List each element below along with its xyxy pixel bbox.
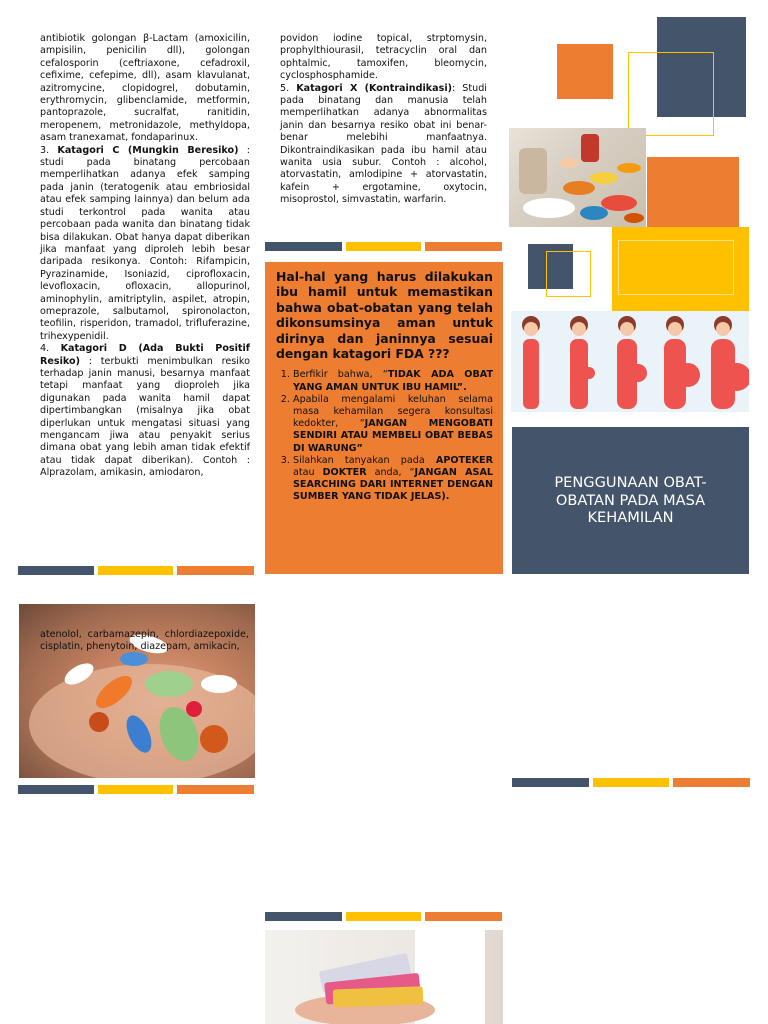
category-d-continued: povidon iodine topical, strptomysin, prophylthiourasil, tetracyclin oral dan ophtalmic, tamoxifen, bleomycin, cyclosphosphamide. bbox=[280, 33, 487, 82]
accent-bar-dark bbox=[18, 785, 94, 794]
accent-bar-yellow bbox=[346, 912, 421, 921]
category-d-number: 4. bbox=[40, 343, 50, 355]
accent-bar-yellow bbox=[346, 242, 421, 251]
pills-illustration bbox=[509, 128, 646, 227]
accent-bar-yellow bbox=[98, 785, 173, 794]
accent-bar-orange bbox=[177, 785, 254, 794]
category-x-heading: Katagori X (Kontraindikasi) bbox=[296, 82, 453, 94]
hand-with-blister-packs-photo bbox=[265, 930, 503, 1024]
drug-list-overlay: atenolol, carbamazepin, chlordiazepoxide, cisplatin, phenytoin, diazepam, amikacin, bbox=[40, 629, 249, 653]
deco-outline-yellow bbox=[628, 52, 714, 136]
accent-bars-col1-lower bbox=[18, 785, 254, 794]
accent-bars-col2-lower bbox=[265, 912, 502, 921]
list-item bbox=[293, 369, 493, 393]
deco-outline-yellow-tiny bbox=[546, 251, 591, 297]
accent-bar-dark bbox=[265, 242, 342, 251]
antibiotic-list: antibiotik golongan β-Lactam (amoxicilin, ampisilin, penicilin dll), golongan cefalosporin (ceftriaxone, cefadroxil, cefixime, cefepime, dll), asam klavulanat, azitromycine, clopidogrel, dobutamin, erythromycin, glibenclamide, metformin, pantoprazole, sucralfat, ranitidin, meropenem, metronidazole, methyldopa, asam tranexamat, fondaparinux. bbox=[40, 33, 250, 144]
category-d-text: : terbukti menimbulkan resiko terhadap janin manusi, besarnya manfaat tetapi manfaat yang dioproleh jika digunakan pada wanita hamil dapat dipertimbangkan (misalnya jika obat diperlukan untuk mengatasi situasi yang mengancam jiwa atau penyakit serius dimana obat yang lebih aman tidak efektif atau tidak dapat diberikan). Contoh : Alprazolam, amikasin, amiodaron, bbox=[40, 355, 250, 479]
pregnancy-stages-illustration bbox=[511, 311, 749, 412]
tip-emphasis: JANGAN MENGOBATI SENDIRI ATAU MEMBELI OBAT BEBAS DI WARUNG” bbox=[293, 418, 493, 454]
category-x-number: 5. bbox=[280, 82, 290, 94]
deco-outline-yellow-small bbox=[618, 240, 734, 295]
list-item bbox=[293, 394, 493, 455]
category-c-paragraph bbox=[40, 145, 250, 344]
tip-text: atau bbox=[293, 467, 323, 479]
tip-emphasis: DOKTER bbox=[322, 467, 367, 479]
safety-tips-heading: Hal-hal yang harus dilakukan ibu hamil untuk memastikan bahwa obat-obatan yang telah dikonsumsinya aman untuk dirinya dan janinnya sesuai dengan katagori FDA ??? bbox=[276, 269, 493, 362]
accent-bars-col3 bbox=[512, 778, 750, 787]
accent-bar-dark bbox=[18, 566, 94, 575]
accent-bars-col1 bbox=[18, 566, 254, 575]
category-c-heading: Katagori C (Mungkin Beresiko) bbox=[57, 144, 239, 156]
accent-bars-col2 bbox=[265, 242, 502, 251]
brochure-title: PENGGUNAAN OBAT-OBATAN PADA MASA KEHAMILAN bbox=[554, 474, 707, 527]
accent-bar-orange bbox=[177, 566, 254, 575]
accent-bar-yellow bbox=[98, 566, 173, 575]
tip-text: Apabila mengalami keluhan selama masa kehamilan segera konsultasi kedokter, “ bbox=[293, 393, 493, 430]
accent-bar-dark bbox=[512, 778, 589, 787]
accent-bar-dark bbox=[265, 912, 342, 921]
accent-bar-orange bbox=[673, 778, 750, 787]
accent-bar-orange bbox=[425, 912, 502, 921]
colorful-pills-photo bbox=[509, 128, 646, 227]
category-d-heading: Katagori D (Ada Bukti Positif Resiko) bbox=[40, 343, 250, 367]
column-2-text bbox=[280, 33, 487, 207]
brochure-title-box bbox=[512, 427, 749, 574]
tip-emphasis: TIDAK ADA OBAT YANG AMAN UNTUK IBU HAMIL”. bbox=[293, 369, 493, 393]
tip-text: anda, “ bbox=[366, 467, 415, 479]
category-c-number: 3. bbox=[40, 144, 50, 156]
tip-emphasis: JANGAN ASAL SEARCHING DARI INTERNET DENGAN SUMBER YANG TIDAK JELAS). bbox=[293, 467, 493, 503]
pregnancy-figures bbox=[511, 311, 749, 412]
accent-bar-yellow bbox=[593, 778, 669, 787]
accent-bar-orange bbox=[425, 242, 502, 251]
blister-illustration bbox=[265, 930, 503, 1024]
tip-text: Silahkan tanyakan pada bbox=[293, 454, 436, 466]
list-item bbox=[293, 455, 493, 504]
deco-square-orange bbox=[557, 44, 613, 99]
safety-tips-list bbox=[276, 369, 493, 503]
category-x-text: : Studi pada binatang dan manusia telah memperlihatkan adanya abnormalitas janin dan besarnya resiko obat ini benar-benar melebihi manfaatnya. Dikontraindikasikan pada ibu hamil atau wanita usia subur. Contoh : alcohol, atorvastatin, amlodipine + atorvastatin, kafein + ergotamine, oxytocin, misoprostol, simvastatin, warfarin. bbox=[280, 82, 487, 206]
safety-tips-box bbox=[265, 262, 503, 574]
category-d-paragraph bbox=[40, 343, 250, 479]
tip-emphasis: APOTEKER bbox=[435, 454, 493, 466]
tip-text: Berfikir bahwa, “ bbox=[293, 369, 388, 381]
column-1-text bbox=[40, 33, 250, 480]
category-x-paragraph bbox=[280, 83, 487, 207]
category-c-text: : studi pada binatang percobaan memperlihatkan adanya efek samping pada janin (teratogenik atau embriosidal atau efek samping lainnya) dan belum ada studi terkontrol pada wanita atau percobaan pada wanita dan binatang tidak bisa dilakukan. Obat hanya dapat diberikan jika manfaat yang diproleh lebih besar daripada resikonya. Contoh: Rifampicin, Pyrazinamide, Isoniazid, ciprofloxacin, levofloxacin, ofloxacin, allopurinol, aminophylin, amitriptylin, aspilet, atropin, omeprazole, salbutamol, spironolacton, teofilin, risperidon, tramadol, trifluferazine, trihexypenidil. bbox=[40, 144, 250, 342]
hand-with-pills-photo bbox=[19, 604, 255, 778]
